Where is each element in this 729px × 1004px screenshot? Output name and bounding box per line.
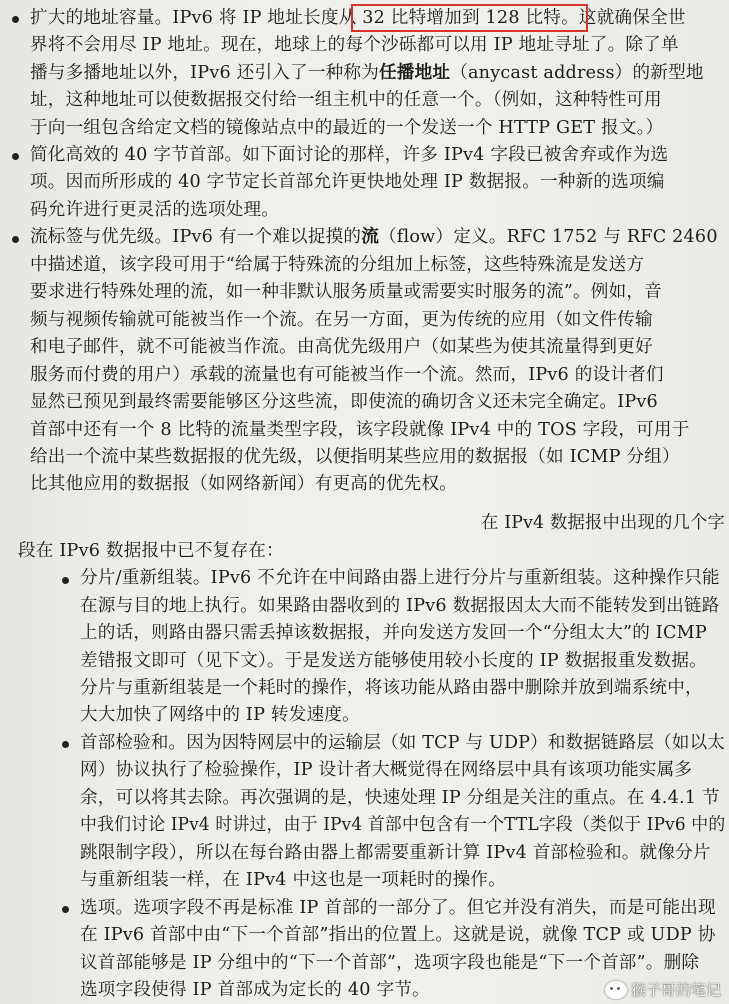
paragraph-line: 给出一个流中某些数据报的优先级，以便指明某些应用的数据报（如 ICMP 分组） <box>30 446 680 467</box>
paragraph-line: 首部检验和。因为因特网层中的运输层（如 TCP 与 UDP）和数据链路层（如以太 <box>80 732 725 753</box>
watermark-text: 猴子哥的笔记 <box>630 981 721 999</box>
bullet-marker <box>12 16 19 23</box>
paragraph-line: 上的话，则路由器只需丢掉该数据报，并向发送方发回一个“分组太大”的 ICMP <box>80 623 707 644</box>
paragraph-line: 首部中还有一个 8 比特的流量类型字段，该字段就像 IPv4 中的 TOS 字段，可用于 <box>30 419 690 440</box>
paragraph-line: 和电子邮件，就不可能被当作流。由高优先级用户（如某些为使其流量得到更好 <box>30 337 653 358</box>
paragraph-line: 选项。选项字段不再是标准 IP 首部的一部分了。但它并没有消失，而是可能出现 <box>80 897 716 918</box>
paragraph-line: 扩大的地址容量。IPv6 将 IP 地址长度从 32 比特增加到 128 比特。这就确保全世 <box>30 7 686 28</box>
bullet-marker <box>62 741 69 748</box>
bullet-marker <box>62 577 69 584</box>
paragraph-line: 差错报文即可（见下文）。于是发送方能够使用较小长度的 IP 数据报重发数据。 <box>80 650 707 671</box>
paragraph-line: 中描述道，该字段可用于“给属于特殊流的分组加上标签，这些特殊流是发送方 <box>30 254 645 275</box>
paragraph-line: 跳限制字段），所以在每台路由器上都需要重新计算 IPv4 首部检验和。就像分片 <box>80 842 711 863</box>
paragraph-line: 在 IPv6 首部中由“下一个首部”指出的位置上。这就是说，就像 TCP 或 UDP 协 <box>80 925 716 946</box>
paragraph-line: 显然已预见到最终需要能够区分这些流，即使流的确切含义还未完全确定。IPv6 <box>30 392 658 413</box>
bold-term: 流 <box>361 226 380 248</box>
paragraph-line: 址，这种地址可以使数据报交付给一组主机中的任意一个。（例如，这种特性可用 <box>30 90 662 111</box>
paragraph-line: 与重新组装一样，在 IPv4 中这也是一项耗时的操作。 <box>80 870 506 891</box>
paragraph-line: 项。因而所形成的 40 字节定长首部允许更快地处理 IP 数据报。一种新的选项编 <box>30 172 665 193</box>
paragraph-line: 网）协议执行了检验操作，IP 设计者大概觉得在网络层中具有该项功能实属多 <box>80 760 693 781</box>
paragraph-line: 流标签与优先级。IPv6 有一个难以捉摸的流（flow）定义。RFC 1752 与 RFC 2460 <box>30 226 718 248</box>
bullet-marker <box>62 906 69 913</box>
paragraph-line: 余，可以将其去除。再次强调的是，快速处理 IP 分组是关注的重点。在 4.4.1 节 <box>80 787 720 808</box>
bold-term: 任播地址 <box>379 61 451 83</box>
paragraph-line: 界将不会用尽 IP 地址。现在，地球上的每个沙砾都可以用 IP 地址寻址了。除了单 <box>30 35 679 56</box>
paragraph-line: 议首部能够是 IP 分组中的“下一个首部”，选项字段也能是“下一个首部”。删除 <box>80 952 700 973</box>
paragraph-line: 在 IPv4 数据报中出现的几个字 <box>481 513 726 534</box>
highlighted-text: 从 32 比特增加到 128 比特 <box>338 7 562 28</box>
paragraph-line: 简化高效的 40 字节首部。如下面讨论的那样，许多 IPv4 字段已被舍弃或作为选 <box>30 144 669 165</box>
red-highlight-box <box>351 4 588 32</box>
wechat-icon <box>605 981 627 999</box>
bullet-marker <box>12 153 19 160</box>
paragraph-line: 频与视频传输就可能被当作一个流。在另一方面，更为传统的应用（如文件传输 <box>30 309 653 330</box>
paragraph-line: 分片/重新组装。IPv6 不允许在中间路由器上进行分片与重新组装。这种操作只能 <box>80 568 720 589</box>
bullet-marker <box>12 236 19 243</box>
paragraph-line: 播与多播地址以外，IPv6 还引入了一种称为任播地址（anycast address）的新型地 <box>30 61 704 83</box>
paragraph-line: 分片与重新组装是一个耗时的操作，将该功能从路由器中删除并放到端系统中， <box>80 677 703 698</box>
paragraph-line: 要求进行特殊处理的流，如一种非默认服务质量或需要实时服务的流”。例如，音 <box>30 282 662 303</box>
paragraph-line: 段在 IPv6 数据报中已不复存在： <box>18 540 284 561</box>
watermark <box>605 979 721 1000</box>
paragraph-line: 比其他应用的数据报（如网络新闻）有更高的优先权。 <box>30 474 458 495</box>
paragraph-line: 选项字段使得 IP 首部成为定长的 40 字节。 <box>80 980 430 1000</box>
paragraph-line: 码允许进行更灵活的选项处理。 <box>30 199 280 220</box>
paragraph-line: 在源与目的地上执行。如果路由器收到的 IPv6 数据报因太大而不能转发到出链路 <box>80 595 720 616</box>
paragraph-line: 中我们讨论 IPv4 时讲过，由于 IPv4 首部中包含有一个TTL字段（类似于 IPv6 中的 <box>80 815 726 836</box>
paragraph-line: 于向一组包含给定文档的镜像站点中的最近的一个发送一个 HTTP GET 报文。） <box>30 117 664 138</box>
paragraph-line: 大大加快了网络中的 IP 转发速度。 <box>80 705 360 726</box>
paragraph-line: 服务而付费的用户）承载的流量也有可能被当作一个流。然而，IPv6 的设计者们 <box>30 364 664 385</box>
